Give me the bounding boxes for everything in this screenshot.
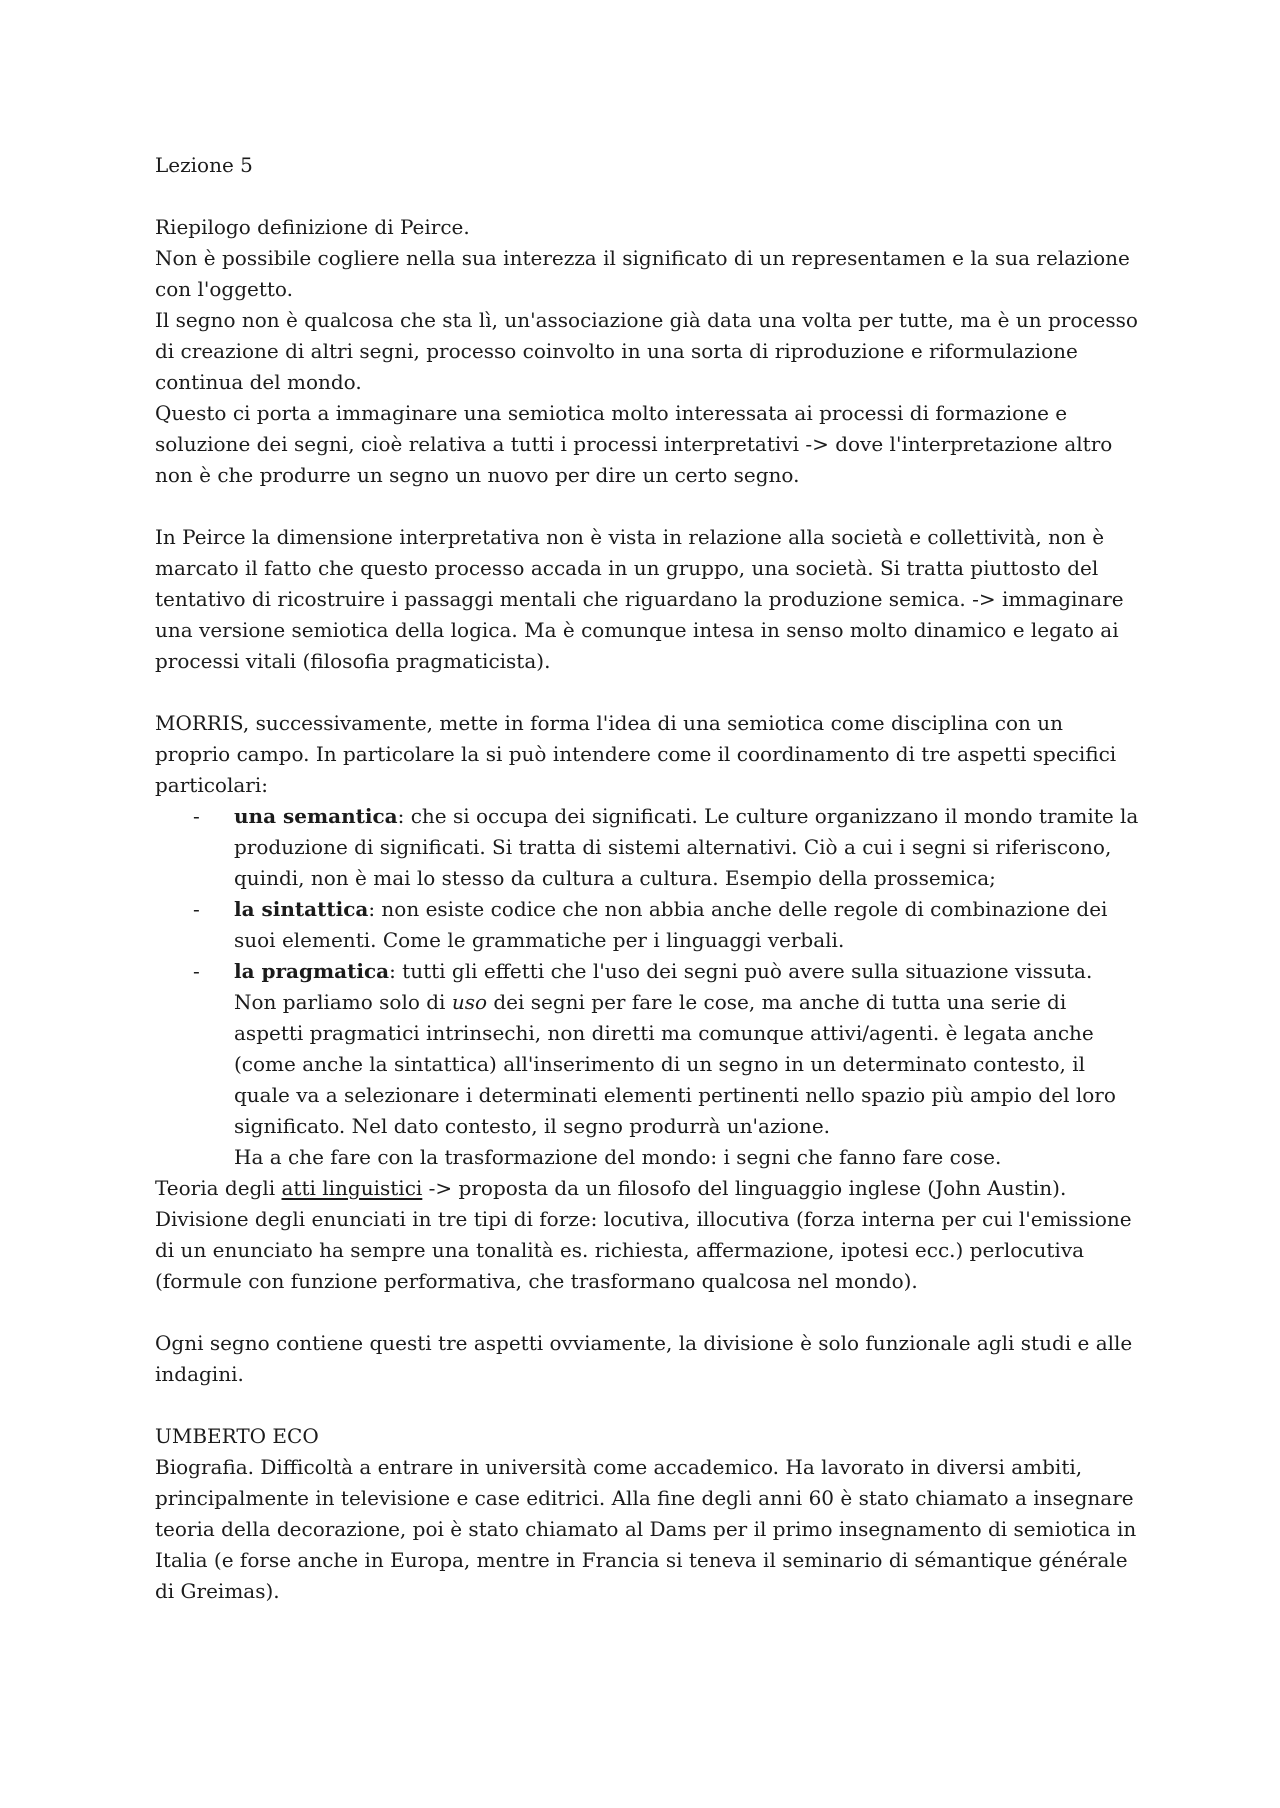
- spacer: [155, 677, 1140, 708]
- term-sintattica: la sintattica: [234, 897, 369, 921]
- term-semantica: una semantica: [234, 804, 398, 828]
- spacer: [155, 1390, 1140, 1421]
- text-teoria-pre: Teoria degli: [155, 1176, 282, 1200]
- paragraph-biografia: Biografia. Difficoltà a entrare in università come accademico. Ha lavorato in diversi ambiti, principalmente in televisione e case editrici. Alla fine degli anni 60 è stato chiamato a insegnare teoria della decorazione, poi è stato chiamato al Dams per il primo insegnamento di semiotica in Italia (e forse anche in Europa, mentre in Francia si teneva il seminario di sémantique générale di Greimas).: [155, 1455, 1137, 1603]
- text-pragmatica-b: dei segni per fare le cose, ma anche di tutta una serie di aspetti pragmatici intrinsechi, non diretti ma comunque attivi/agenti. è legata anche (come anche la sintattica) all'inserimento di un segno in un determinato contesto, il quale va a selezionare i determinati elementi pertinenti nello spazio più ampio del loro significato. Nel dato contesto, il segno produrrà un'azione.: [234, 990, 1116, 1138]
- list-item-pragmatica: [155, 956, 1140, 1142]
- paragraph-semiotica-interpretativa: Questo ci porta a immaginare una semiotica molto interessata ai processi di formazione e soluzione dei segni, cioè relativa a tutti i processi interpretativi -> dove l'interpretazione altro non è che produrre un segno un nuovo per dire un certo segno.: [155, 401, 1113, 487]
- list-item-sintattica: [155, 894, 1140, 956]
- text-semantica: : che si occupa dei significati. Le culture organizzano il mondo tramite la produzione di significati. Si tratta di sistemi alternativi. Ciò a cui i segni si riferiscono, quindi, non è mai lo stesso da cultura a cultura. Esempio della prossemica;: [234, 804, 1139, 890]
- paragraph-peirce-dimensione: In Peirce la dimensione interpretativa non è vista in relazione alla società e collettività, non è marcato il fatto che questo processo accada in un gruppo, una società. Si tratta piuttosto del tentativo di ricostruire i passaggi mentali che riguardano la produzione semica. -> immaginare una versione semiotica della logica. Ma è comunque intesa in senso molto dinamico e legato ai processi vitali (filosofia pragmaticista).: [155, 525, 1124, 673]
- text-sintattica: : non esiste codice che non abbia anche delle regole di combinazione dei suoi elementi. Come le grammatiche per i linguaggi verbali.: [234, 897, 1108, 952]
- paragraph-representamen: Non è possibile cogliere nella sua interezza il significato di un representamen e la sua relazione con l'oggetto.: [155, 246, 1130, 301]
- paragraph-ogni-segno: Ogni segno contiene questi tre aspetti ovviamente, la divisione è solo funzionale agli studi e alle indagini.: [155, 1331, 1133, 1386]
- text-pragmatica-a: : tutti gli effetti che l'uso dei segni può avere sulla situazione vissuta. Non parliamo solo di: [234, 959, 1093, 1014]
- bullet-dash: -: [193, 804, 200, 828]
- lesson-title: Lezione 5: [155, 153, 253, 177]
- aspects-list: [155, 801, 1140, 1142]
- spacer: [155, 1297, 1140, 1328]
- bullet-dash: -: [193, 959, 200, 983]
- list-item-semantica: [155, 801, 1140, 894]
- spacer: [155, 491, 1140, 522]
- italic-uso: uso: [451, 990, 487, 1014]
- paragraph-peirce-recap: Riepilogo definizione di Peirce.: [155, 215, 470, 239]
- indented-line: Ha a che fare con la trasformazione del mondo: i segni che fanno fare cose.: [234, 1145, 1002, 1169]
- bullet-dash: -: [193, 897, 200, 921]
- paragraph-segno-processo: Il segno non è qualcosa che sta lì, un'associazione già data una volta per tutte, ma è un processo di creazione di altri segni, processo coinvolto in una sorta di riproduzione e riformulazione continua del mondo.: [155, 308, 1138, 394]
- spacer: [155, 181, 1140, 212]
- link-atti-linguistici[interactable]: atti linguistici: [281, 1176, 423, 1200]
- paragraph-atti-linguistici: [155, 1173, 1140, 1297]
- text-teoria-post: -> proposta da un filosofo del linguaggio inglese (John Austin). Divisione degli enunciati in tre tipi di forze: locutiva, illocutiva (forza interna per cui l'emissione di un enunciato ha sempre una tonalità es. richiesta, affermazione, ipotesi ecc.) perlocutiva (formule con funzione performativa, che trasformano qualcosa nel mondo).: [155, 1176, 1132, 1293]
- section-heading-eco: UMBERTO ECO: [155, 1424, 319, 1448]
- term-pragmatica: la pragmatica: [234, 959, 390, 983]
- paragraph-morris: MORRIS, successivamente, mette in forma l'idea di una semiotica come disciplina con un proprio campo. In particolare la si può intendere come il coordinamento di tre aspetti specifici particolari:: [155, 711, 1117, 797]
